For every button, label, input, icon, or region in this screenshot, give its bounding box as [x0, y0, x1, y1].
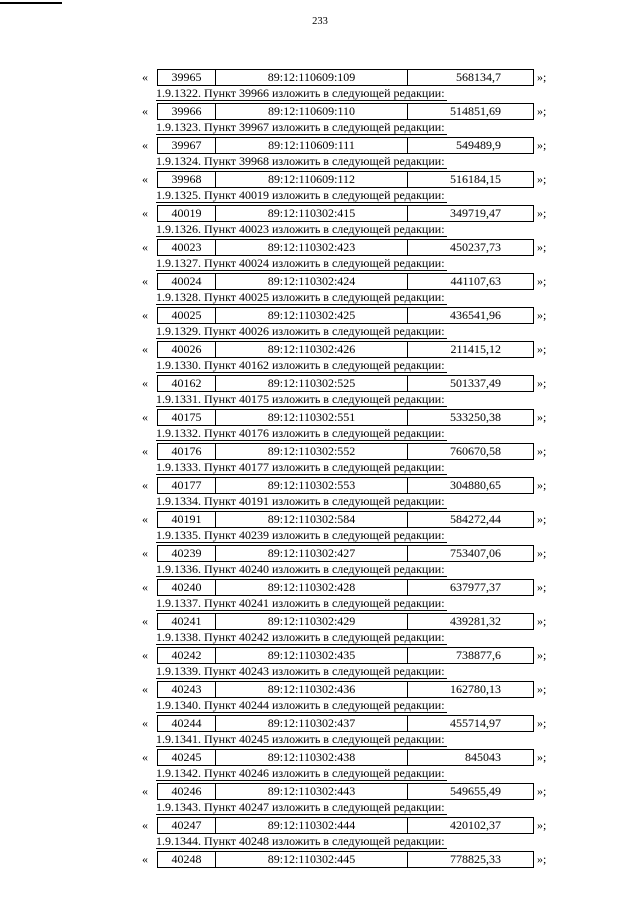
- cadastral-value-cell: 549655,49: [450, 784, 501, 798]
- cadastral-number-cell: 89:12:110609:109: [216, 70, 408, 85]
- amendment-line: 1.9.1341. Пункт 40245 изложить в следующей редакции:: [156, 732, 445, 746]
- amendments-list: [0, 51, 640, 867]
- cadastral-value-cell: 568134,7: [456, 70, 501, 84]
- item-number-cell: 40023: [158, 240, 216, 255]
- page-number: 233: [312, 16, 328, 27]
- page-corner-mark: [0, 2, 62, 4]
- item-number-cell: 39966: [158, 104, 216, 119]
- cadastral-value-cell: 753407,06: [450, 546, 501, 560]
- cadastral-value-cell: 420102,37: [450, 818, 501, 832]
- cadastral-number-cell: 89:12:110302:445: [216, 852, 408, 867]
- closing-quote: »;: [537, 580, 547, 594]
- cadastral-value-cell: 738877,6: [456, 648, 501, 662]
- closing-quote: »;: [537, 648, 547, 662]
- closing-quote: »;: [537, 546, 547, 560]
- amendment-line: 1.9.1331. Пункт 40175 изложить в следующей редакции:: [156, 392, 445, 406]
- opening-quote: «: [142, 546, 148, 560]
- item-number-cell: 39967: [158, 138, 216, 153]
- amendment-block: [0, 187, 640, 221]
- amendment-block: [0, 255, 640, 289]
- amendment-block: [0, 561, 640, 595]
- item-number-cell: 40175: [158, 410, 216, 425]
- table-row: [157, 171, 534, 188]
- table-row: [157, 579, 534, 596]
- amendment-block: [0, 697, 640, 731]
- amendment-line: 1.9.1332. Пункт 40176 изложить в следующей редакции:: [156, 426, 445, 440]
- amendment-block: [0, 153, 640, 187]
- amendment-block: [0, 289, 640, 323]
- table-row: [157, 103, 534, 120]
- amendment-line: 1.9.1344. Пункт 40248 изложить в следующей редакции:: [156, 834, 445, 848]
- item-number-cell: 40026: [158, 342, 216, 357]
- opening-quote: «: [142, 104, 148, 118]
- cadastral-number-cell: 89:12:110302:425: [216, 308, 408, 323]
- amendment-block: [0, 357, 640, 391]
- opening-quote: «: [142, 478, 148, 492]
- amendment-line: 1.9.1339. Пункт 40243 изложить в следующей редакции:: [156, 664, 445, 678]
- closing-quote: »;: [537, 70, 547, 84]
- cadastral-value-cell: 501337,49: [450, 376, 501, 390]
- cadastral-number-cell: 89:12:110302:428: [216, 580, 408, 595]
- item-number-cell: 40240: [158, 580, 216, 595]
- amendment-block: [0, 799, 640, 833]
- opening-quote: «: [142, 410, 148, 424]
- table-row: [157, 715, 534, 732]
- cadastral-value-cell: 436541,96: [450, 308, 501, 322]
- cadastral-number-cell: 89:12:110609:111: [216, 138, 408, 153]
- cadastral-value-cell: 450237,73: [450, 240, 501, 254]
- cadastral-value-cell: 441107,63: [450, 274, 501, 288]
- closing-quote: »;: [537, 614, 547, 628]
- closing-quote: »;: [537, 512, 547, 526]
- amendment-line: 1.9.1337. Пункт 40241 изложить в следующей редакции:: [156, 596, 445, 610]
- cadastral-value-cell: 304880,65: [450, 478, 501, 492]
- cadastral-number-cell: 89:12:110302:444: [216, 818, 408, 833]
- amendment-line: 1.9.1338. Пункт 40242 изложить в следующей редакции:: [156, 630, 445, 644]
- table-row: [157, 137, 534, 154]
- amendment-line: 1.9.1342. Пункт 40246 изложить в следующей редакции:: [156, 766, 445, 780]
- amendment-line: 1.9.1323. Пункт 39967 изложить в следующей редакции:: [156, 120, 445, 134]
- item-number-cell: 40025: [158, 308, 216, 323]
- opening-quote: «: [142, 580, 148, 594]
- closing-quote: »;: [537, 172, 547, 186]
- item-number-cell: 40239: [158, 546, 216, 561]
- cadastral-value-cell: 845043: [465, 750, 501, 764]
- closing-quote: »;: [537, 784, 547, 798]
- opening-quote: «: [142, 512, 148, 526]
- cadastral-number-cell: 89:12:110302:553: [216, 478, 408, 493]
- table-row: [157, 69, 534, 86]
- amendment-block: [0, 221, 640, 255]
- amendment-block: [0, 493, 640, 527]
- amendment-line: 1.9.1336. Пункт 40240 изложить в следующей редакции:: [156, 562, 445, 576]
- closing-quote: »;: [537, 478, 547, 492]
- cadastral-number-cell: 89:12:110302:436: [216, 682, 408, 697]
- opening-quote: «: [142, 376, 148, 390]
- amendment-line: 1.9.1328. Пункт 40025 изложить в следующей редакции:: [156, 290, 445, 304]
- opening-quote: «: [142, 274, 148, 288]
- opening-quote: «: [142, 206, 148, 220]
- closing-quote: »;: [537, 206, 547, 220]
- table-row: [157, 443, 534, 460]
- cadastral-number-cell: 89:12:110302:584: [216, 512, 408, 527]
- cadastral-number-cell: 89:12:110609:110: [216, 104, 408, 119]
- table-row: [157, 783, 534, 800]
- table-row: [157, 409, 534, 426]
- item-number-cell: 40248: [158, 852, 216, 867]
- closing-quote: »;: [537, 852, 547, 866]
- table-row: [157, 647, 534, 664]
- opening-quote: «: [142, 614, 148, 628]
- cadastral-number-cell: 89:12:110302:415: [216, 206, 408, 221]
- cadastral-number-cell: 89:12:110302:552: [216, 444, 408, 459]
- closing-quote: »;: [537, 274, 547, 288]
- closing-quote: »;: [537, 444, 547, 458]
- table-row: [157, 239, 534, 256]
- table-row: [157, 511, 534, 528]
- item-number-cell: 39965: [158, 70, 216, 85]
- amendment-line: 1.9.1326. Пункт 40023 изложить в следующей редакции:: [156, 222, 445, 236]
- item-number-cell: 40242: [158, 648, 216, 663]
- opening-quote: «: [142, 342, 148, 356]
- opening-quote: «: [142, 648, 148, 662]
- cadastral-number-cell: 89:12:110302:551: [216, 410, 408, 425]
- item-number-cell: 40191: [158, 512, 216, 527]
- table-row: [157, 273, 534, 290]
- table-row: [157, 613, 534, 630]
- item-number-cell: 40024: [158, 274, 216, 289]
- opening-quote: «: [142, 716, 148, 730]
- cadastral-number-cell: 89:12:110302:427: [216, 546, 408, 561]
- closing-quote: »;: [537, 308, 547, 322]
- cadastral-value-cell: 211415,12: [450, 342, 501, 356]
- cadastral-value-cell: 162780,13: [450, 682, 501, 696]
- amendment-line: 1.9.1324. Пункт 39968 изложить в следующей редакции:: [156, 154, 445, 168]
- amendment-block: [0, 459, 640, 493]
- cadastral-value-cell: 637977,37: [450, 580, 501, 594]
- cadastral-value-cell: 533250,38: [450, 410, 501, 424]
- cadastral-number-cell: 89:12:110302:525: [216, 376, 408, 391]
- amendment-line: 1.9.1343. Пункт 40247 изложить в следующей редакции:: [156, 800, 445, 814]
- closing-quote: »;: [537, 104, 547, 118]
- closing-quote: »;: [537, 376, 547, 390]
- opening-quote: «: [142, 240, 148, 254]
- item-number-cell: 40241: [158, 614, 216, 629]
- amendment-block: [0, 527, 640, 561]
- item-number-cell: 40177: [158, 478, 216, 493]
- amendment-block: [0, 425, 640, 459]
- item-number-cell: 40162: [158, 376, 216, 391]
- opening-quote: «: [142, 444, 148, 458]
- amendment-line: 1.9.1327. Пункт 40024 изложить в следующей редакции:: [156, 256, 445, 270]
- amendment-line: 1.9.1340. Пункт 40244 изложить в следующей редакции:: [156, 698, 445, 712]
- table-row: [157, 545, 534, 562]
- cadastral-number-cell: 89:12:110302:437: [216, 716, 408, 731]
- amendment-line: 1.9.1329. Пункт 40026 изложить в следующей редакции:: [156, 324, 445, 338]
- opening-quote: «: [142, 138, 148, 152]
- amendment-line: 1.9.1334. Пункт 40191 изложить в следующей редакции:: [156, 494, 445, 508]
- closing-quote: »;: [537, 240, 547, 254]
- amendment-line: 1.9.1333. Пункт 40177 изложить в следующей редакции:: [156, 460, 445, 474]
- table-row: [157, 749, 534, 766]
- cadastral-number-cell: 89:12:110609:112: [216, 172, 408, 187]
- opening-quote: «: [142, 818, 148, 832]
- cadastral-value-cell: 349719,47: [450, 206, 501, 220]
- cadastral-value-cell: 584272,44: [450, 512, 501, 526]
- cadastral-number-cell: 89:12:110302:426: [216, 342, 408, 357]
- amendment-block: [0, 629, 640, 663]
- cadastral-value-cell: 760670,58: [450, 444, 501, 458]
- amendment-block: [0, 323, 640, 357]
- opening-quote: «: [142, 852, 148, 866]
- amendment-line: 1.9.1322. Пункт 39966 изложить в следующей редакции:: [156, 86, 445, 100]
- opening-quote: «: [142, 750, 148, 764]
- cadastral-number-cell: 89:12:110302:429: [216, 614, 408, 629]
- amendment-line: 1.9.1330. Пункт 40162 изложить в следующей редакции:: [156, 358, 445, 372]
- opening-quote: «: [142, 784, 148, 798]
- table-row: [157, 817, 534, 834]
- closing-quote: »;: [537, 682, 547, 696]
- closing-quote: »;: [537, 818, 547, 832]
- amendment-block: [0, 85, 640, 119]
- amendment-block: [0, 51, 640, 85]
- amendment-block: [0, 391, 640, 425]
- cadastral-number-cell: 89:12:110302:443: [216, 784, 408, 799]
- cadastral-value-cell: 516184,15: [450, 172, 501, 186]
- amendment-line: 1.9.1325. Пункт 40019 изложить в следующей редакции:: [156, 188, 445, 202]
- item-number-cell: 40245: [158, 750, 216, 765]
- item-number-cell: 40247: [158, 818, 216, 833]
- closing-quote: »;: [537, 716, 547, 730]
- cadastral-value-cell: 778825,33: [450, 852, 501, 866]
- cadastral-number-cell: 89:12:110302:438: [216, 750, 408, 765]
- amendment-block: [0, 119, 640, 153]
- item-number-cell: 40243: [158, 682, 216, 697]
- table-row: [157, 851, 534, 868]
- opening-quote: «: [142, 682, 148, 696]
- table-row: [157, 341, 534, 358]
- cadastral-value-cell: 514851,69: [450, 104, 501, 118]
- item-number-cell: 40246: [158, 784, 216, 799]
- cadastral-number-cell: 89:12:110302:435: [216, 648, 408, 663]
- amendment-line: 1.9.1335. Пункт 40239 изложить в следующей редакции:: [156, 528, 445, 542]
- opening-quote: «: [142, 308, 148, 322]
- item-number-cell: 39968: [158, 172, 216, 187]
- item-number-cell: 40176: [158, 444, 216, 459]
- table-row: [157, 477, 534, 494]
- closing-quote: »;: [537, 342, 547, 356]
- cadastral-number-cell: 89:12:110302:423: [216, 240, 408, 255]
- closing-quote: »;: [537, 138, 547, 152]
- amendment-block: [0, 663, 640, 697]
- cadastral-value-cell: 439281,32: [450, 614, 501, 628]
- closing-quote: »;: [537, 750, 547, 764]
- opening-quote: «: [142, 70, 148, 84]
- cadastral-value-cell: 455714,97: [450, 716, 501, 730]
- item-number-cell: 40019: [158, 206, 216, 221]
- table-row: [157, 205, 534, 222]
- closing-quote: »;: [537, 410, 547, 424]
- amendment-block: [0, 833, 640, 867]
- amendment-block: [0, 765, 640, 799]
- item-number-cell: 40244: [158, 716, 216, 731]
- amendment-block: [0, 595, 640, 629]
- table-row: [157, 307, 534, 324]
- cadastral-number-cell: 89:12:110302:424: [216, 274, 408, 289]
- table-row: [157, 375, 534, 392]
- table-row: [157, 681, 534, 698]
- cadastral-value-cell: 549489,9: [456, 138, 501, 152]
- amendment-block: [0, 731, 640, 765]
- opening-quote: «: [142, 172, 148, 186]
